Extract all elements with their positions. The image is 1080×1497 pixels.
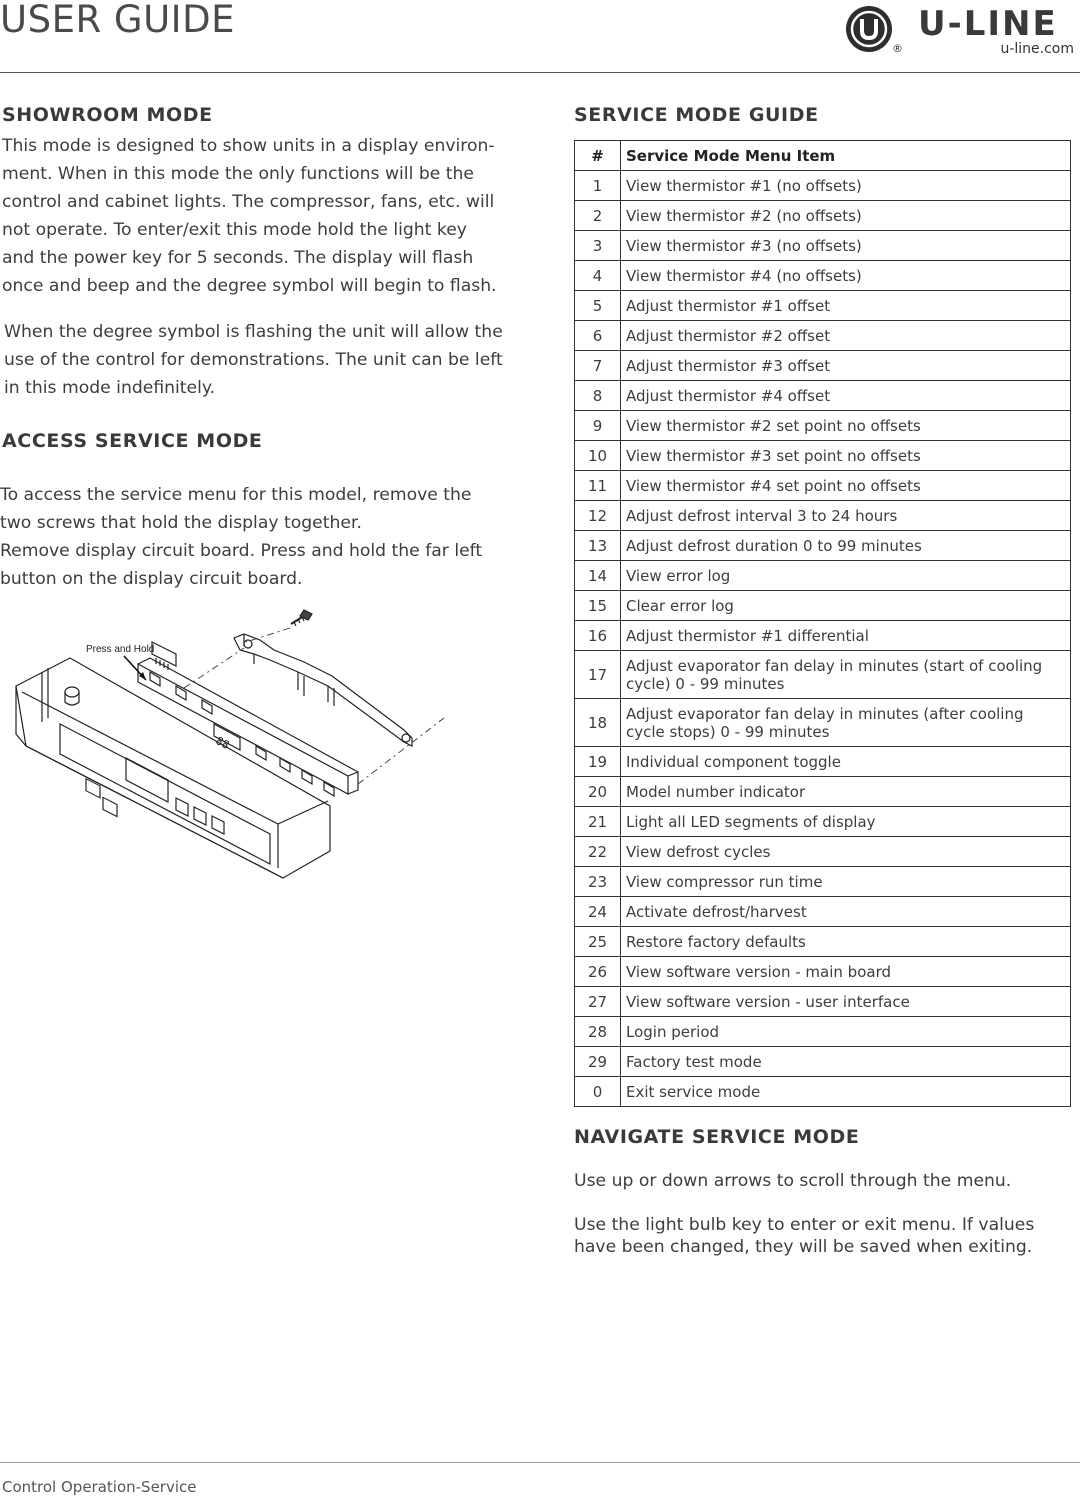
row-number: 5 bbox=[575, 291, 621, 321]
table-row bbox=[575, 531, 1071, 561]
text-line: Use the light bulb key to enter or exit menu. If values bbox=[574, 1215, 1035, 1235]
row-menu-item: Adjust thermistor #4 offset bbox=[621, 381, 1071, 411]
page-title: USER GUIDE bbox=[0, 0, 235, 41]
table-row bbox=[575, 231, 1071, 261]
row-menu-item: Adjust defrost duration 0 to 99 minutes bbox=[621, 531, 1071, 561]
row-number: 20 bbox=[575, 777, 621, 807]
navigate-paragraph-2 bbox=[574, 1214, 1074, 1258]
row-number: 3 bbox=[575, 231, 621, 261]
row-menu-item: View thermistor #4 set point no offsets bbox=[621, 471, 1071, 501]
navigate-heading: NAVIGATE SERVICE MODE bbox=[574, 1126, 860, 1148]
table-row bbox=[575, 621, 1071, 651]
row-menu-item: View thermistor #2 (no offsets) bbox=[621, 201, 1071, 231]
row-menu-item: Login period bbox=[621, 1017, 1071, 1047]
table-row bbox=[575, 987, 1071, 1017]
table-row bbox=[575, 201, 1071, 231]
row-number: 23 bbox=[575, 867, 621, 897]
row-number: 15 bbox=[575, 591, 621, 621]
table-header-row bbox=[575, 141, 1071, 171]
table-row bbox=[575, 501, 1071, 531]
text-line: two screws that hold the display together. bbox=[0, 513, 362, 533]
row-number: 7 bbox=[575, 351, 621, 381]
text-line: and the power key for 5 seconds. The display will flash bbox=[2, 248, 474, 268]
row-menu-item: View thermistor #3 set point no offsets bbox=[621, 441, 1071, 471]
table-row bbox=[575, 897, 1071, 927]
text-line: use of the control for demonstrations. The unit can be left bbox=[4, 350, 503, 370]
row-menu-item: Factory test mode bbox=[621, 1047, 1071, 1077]
footer-divider bbox=[0, 1462, 1080, 1463]
text-line: not operate. To enter/exit this mode hold the light key bbox=[2, 220, 467, 240]
table-row bbox=[575, 321, 1071, 351]
table-row bbox=[575, 171, 1071, 201]
row-menu-item: View error log bbox=[621, 561, 1071, 591]
row-menu-item: View software version - main board bbox=[621, 957, 1071, 987]
column-header-number: # bbox=[575, 141, 621, 171]
table-row bbox=[575, 1047, 1071, 1077]
svg-text:88: 88 bbox=[213, 734, 232, 752]
row-menu-item: Activate defrost/harvest bbox=[621, 897, 1071, 927]
row-menu-item: View thermistor #1 (no offsets) bbox=[621, 171, 1071, 201]
row-number: 13 bbox=[575, 531, 621, 561]
row-menu-item: Adjust thermistor #3 offset bbox=[621, 351, 1071, 381]
table-row bbox=[575, 927, 1071, 957]
table-row bbox=[575, 699, 1071, 747]
text-line: When the degree symbol is flashing the unit will allow the bbox=[4, 322, 503, 342]
access-heading: ACCESS SERVICE MODE bbox=[2, 430, 263, 452]
row-number: 19 bbox=[575, 747, 621, 777]
press-and-hold-label: Press and Hold bbox=[86, 644, 155, 655]
table-row bbox=[575, 411, 1071, 441]
table-row bbox=[575, 867, 1071, 897]
row-menu-item: View defrost cycles bbox=[621, 837, 1071, 867]
u-line-logo-icon bbox=[844, 4, 894, 54]
row-menu-item: Adjust thermistor #1 offset bbox=[621, 291, 1071, 321]
row-number: 25 bbox=[575, 927, 621, 957]
row-menu-item: Model number indicator bbox=[621, 777, 1071, 807]
access-paragraph bbox=[0, 481, 500, 593]
table-row bbox=[575, 777, 1071, 807]
row-number: 0 bbox=[575, 1077, 621, 1107]
table-row bbox=[575, 1017, 1071, 1047]
row-number: 4 bbox=[575, 261, 621, 291]
showroom-paragraph-1 bbox=[2, 132, 502, 300]
text-line: in this mode indefinitely. bbox=[4, 378, 216, 398]
service-guide-heading: SERVICE MODE GUIDE bbox=[574, 104, 819, 126]
showroom-heading: SHOWROOM MODE bbox=[2, 104, 213, 126]
text-line: control and cabinet lights. The compressor, fans, etc. will bbox=[2, 192, 495, 212]
text-line: This mode is designed to show units in a display environ- bbox=[2, 136, 495, 156]
row-number: 17 bbox=[575, 651, 621, 699]
row-menu-item: View thermistor #2 set point no offsets bbox=[621, 411, 1071, 441]
row-number: 9 bbox=[575, 411, 621, 441]
row-menu-item: Adjust defrost interval 3 to 24 hours bbox=[621, 501, 1071, 531]
row-menu-item: View software version - user interface bbox=[621, 987, 1071, 1017]
row-menu-item: Adjust thermistor #2 offset bbox=[621, 321, 1071, 351]
row-menu-item: Adjust evaporator fan delay in minutes (start of cooling cycle) 0 - 99 minutes bbox=[621, 651, 1071, 699]
table-body bbox=[575, 171, 1071, 1107]
row-menu-item: Adjust thermistor #1 differential bbox=[621, 621, 1071, 651]
row-number: 8 bbox=[575, 381, 621, 411]
row-number: 1 bbox=[575, 171, 621, 201]
text-line: ment. When in this mode the only functions will be the bbox=[2, 164, 474, 184]
footer-text: Control Operation-Service bbox=[2, 1478, 197, 1496]
table-row bbox=[575, 351, 1071, 381]
row-number: 24 bbox=[575, 897, 621, 927]
row-number: 29 bbox=[575, 1047, 621, 1077]
row-number: 27 bbox=[575, 987, 621, 1017]
text-line: To access the service menu for this model, remove the bbox=[0, 485, 472, 505]
text-line: once and beep and the degree symbol will begin to flash. bbox=[2, 276, 497, 296]
brand-url: u-line.com bbox=[1000, 41, 1074, 57]
service-mode-table bbox=[574, 140, 1071, 1107]
row-menu-item: Restore factory defaults bbox=[621, 927, 1071, 957]
row-number: 12 bbox=[575, 501, 621, 531]
table-row bbox=[575, 381, 1071, 411]
row-number: 6 bbox=[575, 321, 621, 351]
table-row bbox=[575, 291, 1071, 321]
row-menu-item: Exit service mode bbox=[621, 1077, 1071, 1107]
display-board-illustration bbox=[8, 606, 460, 888]
row-number: 26 bbox=[575, 957, 621, 987]
row-menu-item: Adjust evaporator fan delay in minutes (after cooling cycle stops) 0 - 99 minutes bbox=[621, 699, 1071, 747]
table-row bbox=[575, 441, 1071, 471]
table-row bbox=[575, 561, 1071, 591]
table-row bbox=[575, 591, 1071, 621]
row-menu-item: View compressor run time bbox=[621, 867, 1071, 897]
header-divider bbox=[0, 72, 1080, 73]
table-row bbox=[575, 261, 1071, 291]
text-line: Remove display circuit board. Press and hold the far left bbox=[0, 541, 483, 561]
row-menu-item: View thermistor #3 (no offsets) bbox=[621, 231, 1071, 261]
table-row bbox=[575, 837, 1071, 867]
row-number: 2 bbox=[575, 201, 621, 231]
table-row bbox=[575, 1077, 1071, 1107]
row-number: 28 bbox=[575, 1017, 621, 1047]
row-number: 11 bbox=[575, 471, 621, 501]
row-number: 14 bbox=[575, 561, 621, 591]
table-row bbox=[575, 957, 1071, 987]
row-menu-item: View thermistor #4 (no offsets) bbox=[621, 261, 1071, 291]
registered-mark: ® bbox=[892, 42, 903, 55]
row-number: 22 bbox=[575, 837, 621, 867]
row-menu-item: Light all LED segments of display bbox=[621, 807, 1071, 837]
text-line: button on the display circuit board. bbox=[0, 569, 303, 589]
brand-name: U-LINE bbox=[918, 4, 1058, 44]
table-row bbox=[575, 651, 1071, 699]
column-header-menu-item: Service Mode Menu Item bbox=[621, 141, 1071, 171]
table-row bbox=[575, 471, 1071, 501]
table-row bbox=[575, 807, 1071, 837]
row-menu-item: Clear error log bbox=[621, 591, 1071, 621]
row-number: 21 bbox=[575, 807, 621, 837]
navigate-paragraph-1: Use up or down arrows to scroll through the menu. bbox=[574, 1171, 1012, 1191]
brand-logo bbox=[844, 4, 1076, 60]
row-number: 10 bbox=[575, 441, 621, 471]
row-number: 16 bbox=[575, 621, 621, 651]
table-row bbox=[575, 747, 1071, 777]
row-number: 18 bbox=[575, 699, 621, 747]
row-menu-item: Individual component toggle bbox=[621, 747, 1071, 777]
showroom-paragraph-2 bbox=[4, 318, 504, 402]
text-line: have been changed, they will be saved when exiting. bbox=[574, 1237, 1033, 1257]
